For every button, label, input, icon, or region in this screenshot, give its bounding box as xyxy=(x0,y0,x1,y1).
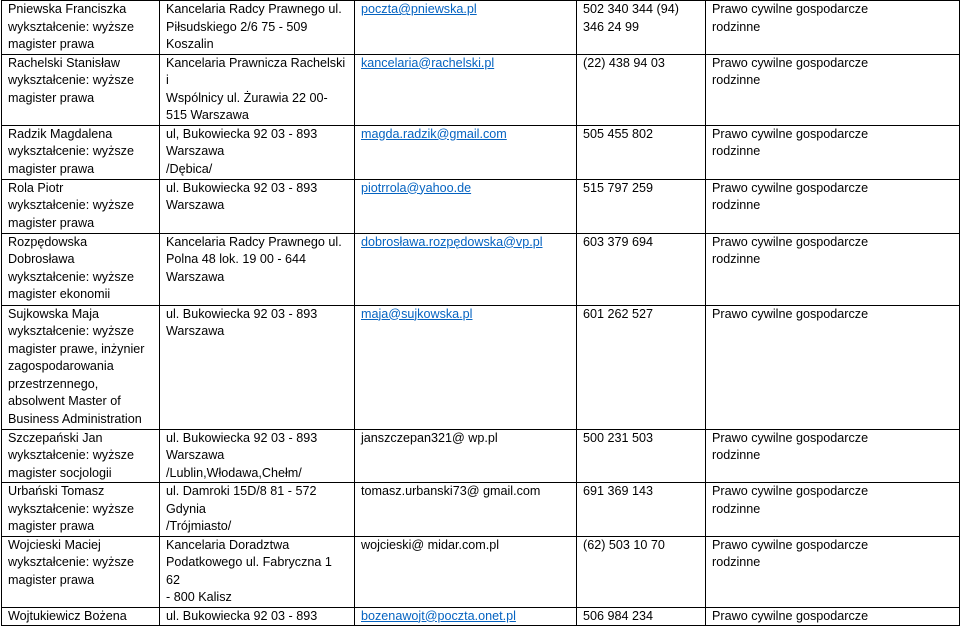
specialty-line: rodzinne xyxy=(712,198,761,212)
address-line: Warszawa xyxy=(166,198,225,212)
name-line: Sujkowska Maja xyxy=(8,306,99,321)
address-cell xyxy=(160,179,355,233)
address-line: Polna 48 lok. 19 00 - 644 xyxy=(166,252,307,266)
phone-line: 500 231 503 xyxy=(583,430,654,445)
address-line: ul. Bukowiecka 92 03 - 893 xyxy=(166,430,318,445)
phone-line: 691 369 143 xyxy=(583,484,654,498)
name-line: magister prawa xyxy=(8,519,95,533)
specialty-line: rodzinne xyxy=(712,501,761,516)
phone-cell xyxy=(577,483,706,537)
address-line: ul. Damroki 15D/8 81 - 572 xyxy=(166,484,317,498)
name-cell xyxy=(2,125,160,179)
table-row xyxy=(2,536,960,607)
specialty-cell xyxy=(706,429,960,483)
address-line: Warszawa xyxy=(166,448,225,462)
email-cell xyxy=(355,179,577,233)
email-link[interactable]: piotrrola@yahoo.de xyxy=(361,180,472,195)
email-link: wojcieski@ midar.com.pl xyxy=(361,537,500,552)
name-line: wykształcenie: wyższe xyxy=(8,144,134,158)
address-cell xyxy=(160,305,355,429)
name-line: Szczepański Jan xyxy=(8,430,103,445)
address-cell xyxy=(160,125,355,179)
phone-line: 505 455 802 xyxy=(583,126,654,141)
name-line: Rola Piotr xyxy=(8,180,64,195)
specialty-cell xyxy=(706,607,960,626)
phone-line: 502 340 344 (94) xyxy=(583,2,679,16)
specialty-cell xyxy=(706,536,960,607)
email-cell xyxy=(355,483,577,537)
specialty-line: Prawo cywilne gospodarcze xyxy=(712,234,869,249)
name-line: wykształcenie: wyższe xyxy=(8,269,134,284)
address-line: ul. Bukowiecka 92 03 - 893 xyxy=(166,306,318,321)
email-link: janszczepan321@ wp.pl xyxy=(361,430,498,445)
name-cell xyxy=(2,233,160,305)
address-line: Koszalin xyxy=(166,37,214,51)
specialty-cell xyxy=(706,1,960,55)
phone-line: (22) 438 94 03 xyxy=(583,55,665,70)
address-line: /Trójmiasto/ xyxy=(166,519,232,533)
email-link[interactable]: maja@sujkowska.pl xyxy=(361,306,473,321)
name-line: magister prawa xyxy=(8,37,95,51)
specialty-line: Prawo cywilne gospodarcze xyxy=(712,537,869,552)
specialty-cell xyxy=(706,483,960,537)
table-body xyxy=(2,1,960,626)
phone-line: 515 797 259 xyxy=(583,180,654,195)
email-cell xyxy=(355,607,577,626)
email-link[interactable]: bozenawojt@poczta.onet.pl xyxy=(361,608,516,623)
address-line: Kancelaria Radcy Prawnego ul. xyxy=(166,2,342,16)
phone-line: 346 24 99 xyxy=(583,19,640,34)
table-row xyxy=(2,607,960,626)
email-cell xyxy=(355,233,577,305)
email-cell xyxy=(355,54,577,125)
phone-cell xyxy=(577,429,706,483)
phone-cell xyxy=(577,305,706,429)
address-line: Warszawa xyxy=(166,144,225,158)
address-line: Gdynia xyxy=(166,501,206,516)
address-line: ul, Bukowiecka 92 03 - 893 xyxy=(166,126,318,141)
address-line: Warszawa xyxy=(166,324,225,338)
specialty-line: Prawo cywilne gospodarcze xyxy=(712,430,869,445)
name-line: magister prawe, inżynier xyxy=(8,341,145,356)
address-line: - 800 Kalisz xyxy=(166,590,232,604)
phone-line: 603 379 694 xyxy=(583,234,654,249)
email-link[interactable]: dobrosława.rozpędowska@vp.pl xyxy=(361,234,543,249)
specialty-cell xyxy=(706,179,960,233)
specialty-line: Prawo cywilne gospodarcze xyxy=(712,306,869,321)
specialty-line: rodzinne xyxy=(712,144,761,158)
specialty-line: rodzinne xyxy=(712,73,761,87)
specialty-line: Prawo cywilne gospodarcze xyxy=(712,2,869,16)
phone-cell xyxy=(577,233,706,305)
name-cell xyxy=(2,429,160,483)
phone-cell xyxy=(577,607,706,626)
email-link[interactable]: poczta@pniewska.pl xyxy=(361,2,477,16)
table-row xyxy=(2,483,960,537)
name-line: wykształcenie: wyższe xyxy=(8,198,134,212)
address-line: Podatkowego ul. Fabryczna 1 62 xyxy=(166,555,332,587)
table-row xyxy=(2,179,960,233)
name-line: Urbański Tomasz xyxy=(8,484,105,498)
name-line: wykształcenie: wyższe xyxy=(8,73,134,87)
address-cell xyxy=(160,429,355,483)
table-row xyxy=(2,429,960,483)
address-line: ul. Bukowiecka 92 03 - 893 xyxy=(166,608,318,623)
name-cell xyxy=(2,536,160,607)
address-line: Kancelaria Doradztwa xyxy=(166,537,290,552)
name-line: przestrzennego, xyxy=(8,376,99,391)
phone-cell xyxy=(577,125,706,179)
phone-cell xyxy=(577,54,706,125)
name-line: Wojtukiewicz Bożena xyxy=(8,608,127,623)
address-cell xyxy=(160,54,355,125)
table-row xyxy=(2,54,960,125)
name-line: Rozpędowska xyxy=(8,234,88,249)
table-row xyxy=(2,125,960,179)
table-row xyxy=(2,305,960,429)
address-line: Kancelaria Radcy Prawnego ul. xyxy=(166,234,342,249)
email-link[interactable]: kancelaria@rachelski.pl xyxy=(361,55,495,70)
address-cell xyxy=(160,483,355,537)
name-cell xyxy=(2,54,160,125)
phone-cell xyxy=(577,1,706,55)
name-line: wykształcenie: wyższe xyxy=(8,501,134,516)
name-line: wykształcenie: wyższe xyxy=(8,324,134,338)
email-cell xyxy=(355,536,577,607)
specialty-cell xyxy=(706,305,960,429)
name-cell xyxy=(2,607,160,626)
address-cell xyxy=(160,607,355,626)
address-line: /Lublin,Włodawa,Chełm/ xyxy=(166,465,302,480)
name-line: magister prawa xyxy=(8,161,95,176)
address-line: Wspólnicy ul. Żurawia 22 00- xyxy=(166,90,328,105)
name-line: absolwent Master of xyxy=(8,394,121,408)
specialty-line: Prawo cywilne gospodarcze xyxy=(712,126,869,141)
address-line: Piłsudskiego 2/6 75 - 509 xyxy=(166,19,308,34)
email-cell xyxy=(355,125,577,179)
specialty-line: rodzinne xyxy=(712,448,761,462)
specialty-line: rodzinne xyxy=(712,555,761,569)
name-line: magister socjologii xyxy=(8,465,112,480)
specialty-line: rodzinne xyxy=(712,252,761,266)
email-link: tomasz.urbanski73@ gmail.com xyxy=(361,484,541,498)
name-line: wykształcenie: wyższe xyxy=(8,448,134,462)
name-line: wykształcenie: wyższe xyxy=(8,19,134,34)
specialty-cell xyxy=(706,125,960,179)
phone-cell xyxy=(577,536,706,607)
email-cell xyxy=(355,429,577,483)
phone-line: 601 262 527 xyxy=(583,306,654,321)
directory-table xyxy=(1,0,960,626)
address-cell xyxy=(160,536,355,607)
table-row xyxy=(2,1,960,55)
name-line: magister ekonomii xyxy=(8,287,111,301)
name-line: magister prawa xyxy=(8,572,95,587)
phone-cell xyxy=(577,179,706,233)
name-cell xyxy=(2,483,160,537)
table-row xyxy=(2,233,960,305)
name-line: wykształcenie: wyższe xyxy=(8,555,134,569)
email-cell xyxy=(355,1,577,55)
specialty-line: rodzinne xyxy=(712,19,761,34)
specialty-line: Prawo cywilne gospodarcze xyxy=(712,180,869,195)
phone-line: (62) 503 10 70 xyxy=(583,537,665,552)
name-cell xyxy=(2,179,160,233)
name-line: Dobrosława xyxy=(8,252,75,266)
name-line: magister prawa xyxy=(8,90,95,105)
name-line: Wojcieski Maciej xyxy=(8,537,101,552)
name-cell xyxy=(2,1,160,55)
name-line: magister prawa xyxy=(8,215,95,230)
address-cell xyxy=(160,1,355,55)
phone-line: 506 984 234 xyxy=(583,608,654,623)
name-cell xyxy=(2,305,160,429)
name-line: Pniewska Franciszka xyxy=(8,2,127,16)
address-line: /Dębica/ xyxy=(166,161,213,176)
address-line: Warszawa xyxy=(166,269,225,284)
email-cell xyxy=(355,305,577,429)
address-line: 515 Warszawa xyxy=(166,108,249,122)
name-line: Radzik Magdalena xyxy=(8,126,113,141)
address-line: ul. Bukowiecka 92 03 - 893 xyxy=(166,180,318,195)
specialty-cell xyxy=(706,233,960,305)
email-link[interactable]: magda.radzik@gmail.com xyxy=(361,126,507,141)
specialty-line: Prawo cywilne gospodarcze xyxy=(712,55,869,70)
specialty-line: Prawo cywilne gospodarcze xyxy=(712,484,869,498)
name-line: zagospodarowania xyxy=(8,359,114,373)
specialty-cell xyxy=(706,54,960,125)
specialty-line: Prawo cywilne gospodarcze xyxy=(712,608,869,623)
name-line: Business Administration xyxy=(8,411,142,426)
address-cell xyxy=(160,233,355,305)
name-line: Rachelski Stanisław xyxy=(8,55,120,70)
address-line: Kancelaria Prawnicza Rachelski i xyxy=(166,55,346,87)
